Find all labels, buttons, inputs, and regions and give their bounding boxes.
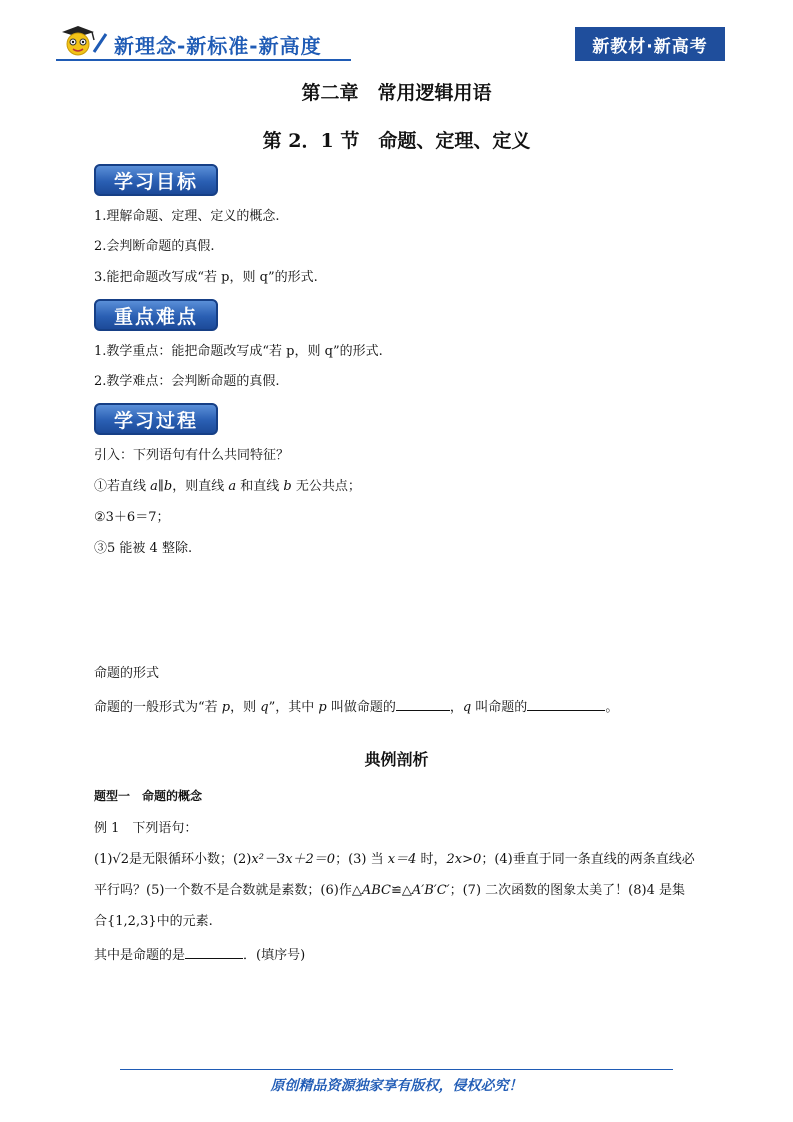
text: (1)√2是无限循环小数；(2): [94, 852, 252, 867]
text: 。: [605, 700, 619, 715]
fill-blank-conclusion[interactable]: [527, 698, 605, 711]
goal-item-1: 1.理解命题、定理、定义的概念.: [94, 209, 280, 224]
section-label-keypoints: 重点难点: [94, 299, 218, 331]
section-label-goals: 学习目标: [94, 164, 218, 196]
math-var: a∥b: [150, 479, 173, 494]
math-expr: A′B′C′: [411, 883, 450, 898]
math-var: p: [318, 700, 327, 715]
text: 叫命题的: [471, 700, 528, 715]
math-expr: x＝4: [387, 852, 417, 867]
text: ；(3) 当: [335, 852, 388, 867]
form-definition: [94, 698, 618, 714]
text: 和直线: [236, 479, 284, 494]
text: 叫做命题的: [326, 700, 396, 715]
process-intro: 引入：下列语句有什么共同特征？: [94, 448, 290, 463]
math-expr: x²－3x＋2＝0: [251, 852, 336, 867]
text: 无公共点；: [291, 479, 361, 494]
text: 其中是命题的是: [94, 948, 186, 963]
footer-copyright: 原创精品资源独家享有版权，侵权必究！: [270, 1078, 523, 1094]
math-var: q: [260, 700, 269, 715]
header-logo: [56, 24, 356, 62]
section-title: 第 2．1 节 命题、定理、定义: [262, 130, 531, 152]
header-badge: 新教材·新高考: [575, 27, 725, 61]
process-item-3: ③5 能被 4 整除.: [94, 541, 193, 556]
example-1-answer-line: [94, 946, 305, 962]
text: ，: [449, 700, 463, 715]
text: ；(4)垂直于同一条直线的两条直线必: [481, 852, 695, 867]
mascot-icon: [56, 24, 108, 60]
math-expr: 2x>0: [446, 852, 482, 867]
math-var: a: [228, 479, 237, 494]
math-var: b: [283, 479, 292, 494]
math-var: q: [462, 700, 472, 715]
fill-blank-answer[interactable]: [185, 946, 243, 959]
analysis-heading: 典例剖析: [364, 750, 429, 769]
text: 时，: [416, 852, 447, 867]
form-heading: 命题的形式: [94, 666, 160, 681]
text: ，则直线: [172, 479, 229, 494]
goal-item-3: 3.能把命题改写成“若 p，则 q”的形式.: [94, 270, 318, 285]
section-label-process: 学习过程: [94, 403, 218, 435]
text: ①若直线: [94, 479, 151, 494]
text: ，则: [230, 700, 261, 715]
text: ．(填序号): [243, 948, 306, 963]
text: 命题的一般形式为“若: [94, 700, 222, 715]
keypoint-item-2: 2.教学难点：会判断命题的真假.: [94, 374, 280, 389]
example-1-line-2: [94, 884, 685, 897]
process-item-1: [94, 480, 361, 493]
text: ≌△: [390, 883, 412, 898]
header-underline: [56, 59, 351, 61]
fill-blank-condition[interactable]: [396, 698, 450, 711]
chapter-title: 第二章 常用逻辑用语: [301, 82, 492, 104]
header-slogan: 新理念-新标准-新高度: [114, 34, 322, 58]
math-var: p: [221, 700, 231, 715]
text: 平行吗？(5)一个数不是合数就是素数；(6)作△: [94, 883, 362, 898]
example-1-label: 例 1 下列语句：: [94, 821, 198, 836]
keypoint-item-1: 1.教学重点：能把命题改写成“若 p，则 q”的形式.: [94, 344, 383, 359]
example-1-line-1: [94, 853, 695, 866]
math-expr: ABC: [361, 883, 391, 898]
text: ”，其中: [268, 700, 319, 715]
goal-item-2: 2.会判断命题的真假.: [94, 239, 215, 254]
example-1-line-3: 合{1,2,3}中的元素.: [94, 914, 213, 929]
footer-divider: [120, 1069, 673, 1070]
process-item-2: ②3＋6＝7；: [94, 510, 170, 525]
text: ；(7) 二次函数的图象太美了！(8)4 是集: [449, 883, 685, 898]
question-type-1: 题型一 命题的概念: [94, 789, 203, 803]
